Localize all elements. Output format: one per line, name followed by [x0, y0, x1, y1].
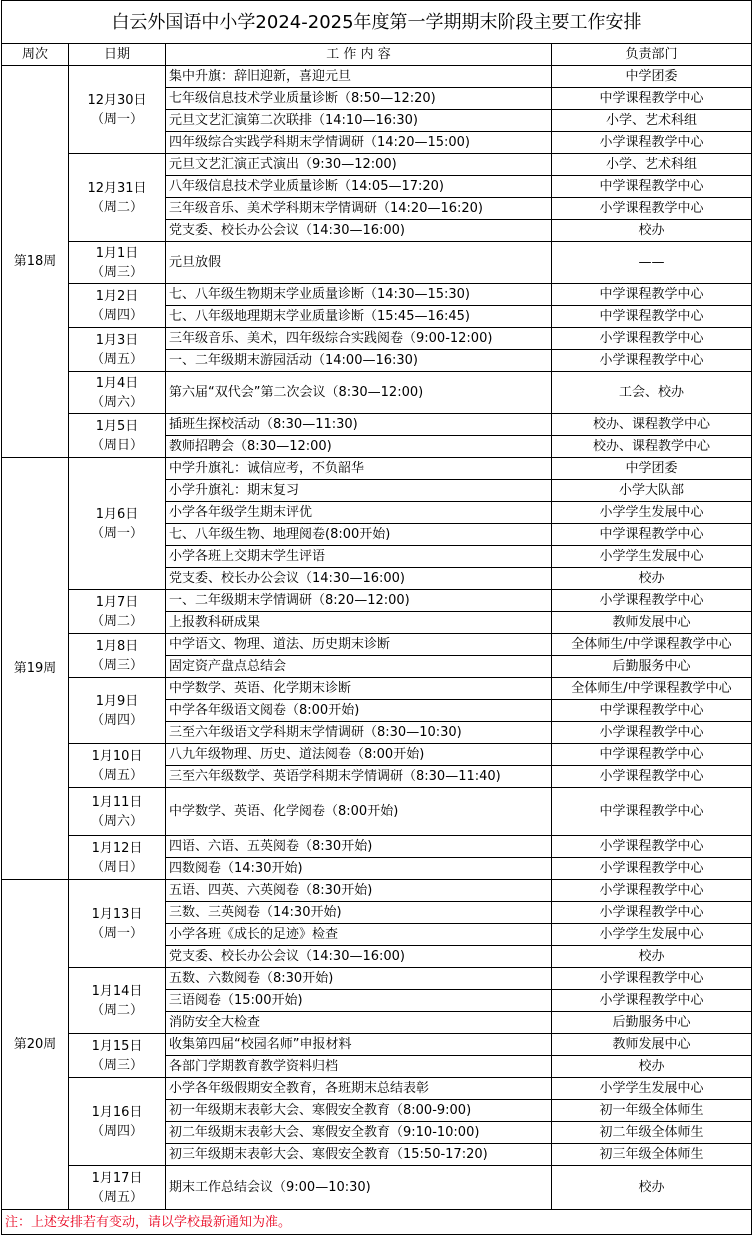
date-cell [69, 678, 166, 744]
table-row [2, 154, 752, 176]
task-cell: 小学各班《成长的足迹》检查 [166, 924, 552, 946]
table-row [2, 458, 752, 480]
weekday-label: （周二） [90, 199, 143, 215]
department-cell: 小学学生发展中心 [552, 546, 752, 568]
task-cell: 中学升旗礼：诚信应考，不负韶华 [166, 458, 552, 480]
task-cell: 中学数学、英语、化学阅卷（8:00开始) [166, 788, 552, 836]
table-row [2, 634, 752, 656]
header-date: 日期 [69, 44, 166, 66]
task-cell: 八九年级物理、历史、道法阅卷（8:00开始) [166, 744, 552, 766]
task-cell: 初二年级期末表彰大会、寒假安全教育（9:10-10:00) [166, 1122, 552, 1144]
weekday-label: （周日） [90, 859, 143, 875]
task-cell: 三年级音乐、美术学科期末学情调研（14:20—16:20) [166, 198, 552, 220]
task-cell: 七、八年级生物期末学业质量诊断（14:30—15:30) [166, 284, 552, 306]
date-label: 1月16日 [91, 1104, 143, 1120]
task-cell: 初三年级期末表彰大会、寒假安全教育（15:50-17:20) [166, 1144, 552, 1166]
table-row [2, 1078, 752, 1100]
department-cell: 小学课程教学中心 [552, 132, 752, 154]
task-cell: 元旦放假 [166, 242, 552, 284]
date-cell [69, 880, 166, 968]
department-cell: 中学课程教学中心 [552, 176, 752, 198]
department-cell: 校办 [552, 220, 752, 242]
department-cell: 后勤服务中心 [552, 1012, 752, 1034]
task-cell: 党支委、校长办公会议（14:30—16:00) [166, 946, 552, 968]
table-row [2, 66, 752, 88]
department-cell: 工会、校办 [552, 372, 752, 414]
task-cell: 七、八年级生物、地理阅卷(8:00开始) [166, 524, 552, 546]
date-cell [69, 66, 166, 154]
weekday-label: （周四） [90, 712, 143, 728]
task-cell: 三语阅卷（15:00开始) [166, 990, 552, 1012]
task-cell: 中学数学、英语、化学期末诊断 [166, 678, 552, 700]
weekday-label: （周六） [90, 394, 143, 410]
weekday-label: （周二） [90, 1002, 143, 1018]
weekday-label: （周四） [90, 1123, 143, 1139]
department-cell: 小学学生发展中心 [552, 1078, 752, 1100]
date-cell [69, 1078, 166, 1166]
date-label: 1月3日 [95, 332, 139, 348]
table-row [2, 372, 752, 414]
table-row [2, 1034, 752, 1056]
date-label: 1月13日 [91, 906, 143, 922]
date-cell [69, 458, 166, 590]
task-cell: 集中升旗：辞旧迎新，喜迎元旦 [166, 66, 552, 88]
task-cell: 一、二年级期末游园活动（14:00—16:30) [166, 350, 552, 372]
department-cell: 教师发展中心 [552, 1034, 752, 1056]
date-label: 1月2日 [95, 288, 139, 304]
weekday-label: （周六） [90, 813, 143, 829]
date-label: 1月14日 [91, 983, 143, 999]
department-cell: 小学学生发展中心 [552, 502, 752, 524]
task-cell: 上报教科研成果 [166, 612, 552, 634]
department-cell: 小学课程教学中心 [552, 766, 752, 788]
weekday-label: （周五） [90, 351, 143, 367]
task-cell: 教师招聘会（8:30—12:00) [166, 436, 552, 458]
task-cell: 党支委、校长办公会议（14:30—16:00) [166, 568, 552, 590]
task-cell: 一、二年级期末学情调研（8:20—12:00) [166, 590, 552, 612]
department-cell: 校办 [552, 568, 752, 590]
task-cell: 八年级信息技术学业质量诊断（14:05—17:20) [166, 176, 552, 198]
department-cell: —— [552, 242, 752, 284]
task-cell: 小学各年级假期安全教育，各班期末总结表彰 [166, 1078, 552, 1100]
week-label: 第18周 [2, 66, 69, 458]
page-title: 白云外国语中小学2024-2025年度第一学期期末阶段主要工作安排 [2, 1, 752, 44]
table-row [2, 880, 752, 902]
department-cell: 校办 [552, 1166, 752, 1210]
task-cell: 党支委、校长办公会议（14:30—16:00) [166, 220, 552, 242]
task-cell: 四语、六语、五英阅卷（8:30开始) [166, 836, 552, 858]
task-cell: 小学升旗礼：期末复习 [166, 480, 552, 502]
task-cell: 元旦文艺汇演正式演出（9:30—12:00) [166, 154, 552, 176]
date-cell [69, 968, 166, 1034]
task-cell: 消防安全大检查 [166, 1012, 552, 1034]
weekday-label: （周三） [90, 1057, 143, 1073]
date-cell [69, 788, 166, 836]
weekday-label: （周五） [90, 767, 143, 783]
task-cell: 固定资产盘点总结会 [166, 656, 552, 678]
task-cell: 四数阅卷（14:30开始) [166, 858, 552, 880]
task-cell: 各部门学期教育教学资料归档 [166, 1056, 552, 1078]
department-cell: 中学团委 [552, 458, 752, 480]
date-label: 12月31日 [87, 180, 147, 196]
table-row [2, 744, 752, 766]
task-cell: 三至六年级语文学科期末学情调研（8:30—10:30) [166, 722, 552, 744]
department-cell: 全体师生/中学课程教学中心 [552, 678, 752, 700]
department-cell: 校办、课程教学中心 [552, 414, 752, 436]
department-cell: 中学课程教学中心 [552, 524, 752, 546]
department-cell: 中学课程教学中心 [552, 788, 752, 836]
task-cell: 中学语文、物理、道法、历史期末诊断 [166, 634, 552, 656]
weekday-label: （周三） [90, 264, 143, 280]
date-label: 1月8日 [95, 638, 139, 654]
weekday-label: （周日） [90, 437, 143, 453]
header-task: 工 作 内 容 [166, 44, 552, 66]
table-row [2, 836, 752, 858]
date-label: 1月9日 [95, 693, 139, 709]
date-label: 1月4日 [95, 375, 139, 391]
task-cell: 中学各年级语文阅卷（8:00开始) [166, 700, 552, 722]
department-cell: 中学课程教学中心 [552, 700, 752, 722]
date-cell [69, 414, 166, 458]
department-cell: 小学课程教学中心 [552, 836, 752, 858]
weekday-label: （周四） [90, 307, 143, 323]
table-row [2, 1166, 752, 1210]
department-cell: 中学课程教学中心 [552, 306, 752, 328]
weekday-label: （周五） [90, 1189, 143, 1205]
department-cell: 初一年级全体师生 [552, 1100, 752, 1122]
task-cell: 第六届“双代会”第二次会议（8:30—12:00) [166, 372, 552, 414]
date-label: 1月15日 [91, 1038, 143, 1054]
department-cell: 小学课程教学中心 [552, 968, 752, 990]
date-label: 1月12日 [91, 840, 143, 856]
date-cell [69, 634, 166, 678]
task-cell: 初一年级期末表彰大会、寒假安全教育（8:00-9:00) [166, 1100, 552, 1122]
department-cell: 小学、艺术科组 [552, 154, 752, 176]
date-label: 1月10日 [91, 748, 143, 764]
department-cell: 小学课程教学中心 [552, 990, 752, 1012]
date-label: 12月30日 [87, 92, 147, 108]
header-week: 周次 [2, 44, 69, 66]
weekday-label: （周一） [90, 111, 143, 127]
table-row [2, 284, 752, 306]
date-label: 1月6日 [95, 506, 139, 522]
weekday-label: （周一） [90, 525, 143, 541]
date-label: 1月17日 [91, 1170, 143, 1186]
department-cell: 小学、艺术科组 [552, 110, 752, 132]
department-cell: 校办 [552, 946, 752, 968]
schedule-table [1, 0, 752, 1235]
department-cell: 小学课程教学中心 [552, 722, 752, 744]
date-cell [69, 372, 166, 414]
table-row [2, 414, 752, 436]
weekday-label: （周三） [90, 657, 143, 673]
date-cell [69, 284, 166, 328]
date-cell [69, 590, 166, 634]
date-label: 1月11日 [91, 794, 143, 810]
department-cell: 小学课程教学中心 [552, 198, 752, 220]
weekday-label: （周二） [90, 613, 143, 629]
date-label: 1月7日 [95, 594, 139, 610]
table-row [2, 328, 752, 350]
task-cell: 期末工作总结会议（9:00—10:30) [166, 1166, 552, 1210]
department-cell: 校办、课程教学中心 [552, 436, 752, 458]
table-row [2, 788, 752, 836]
date-cell [69, 1034, 166, 1078]
task-cell: 五数、六数阅卷（8:30开始) [166, 968, 552, 990]
department-cell: 全体师生/中学课程教学中心 [552, 634, 752, 656]
department-cell: 小学课程教学中心 [552, 858, 752, 880]
week-label: 第20周 [2, 880, 69, 1210]
date-cell [69, 836, 166, 880]
task-cell: 三数、三英阅卷（14:30开始) [166, 902, 552, 924]
task-cell: 收集第四届“校园名师”申报材料 [166, 1034, 552, 1056]
department-cell: 小学课程教学中心 [552, 590, 752, 612]
table-row [2, 590, 752, 612]
date-label: 1月1日 [95, 245, 139, 261]
department-cell: 初三年级全体师生 [552, 1144, 752, 1166]
date-cell [69, 242, 166, 284]
task-cell: 七年级信息技术学业质量诊断（8:50—12:20) [166, 88, 552, 110]
department-cell: 小学课程教学中心 [552, 902, 752, 924]
department-cell: 小学课程教学中心 [552, 880, 752, 902]
department-cell: 初二年级全体师生 [552, 1122, 752, 1144]
table-row [2, 968, 752, 990]
department-cell: 中学课程教学中心 [552, 88, 752, 110]
department-cell: 小学课程教学中心 [552, 350, 752, 372]
header-dept: 负责部门 [552, 44, 752, 66]
date-cell [69, 1166, 166, 1210]
department-cell: 教师发展中心 [552, 612, 752, 634]
date-cell [69, 154, 166, 242]
footer-note: 注：上述安排若有变动，请以学校最新通知为准。 [2, 1210, 752, 1235]
department-cell: 校办 [552, 1056, 752, 1078]
date-cell [69, 328, 166, 372]
task-cell: 小学各班上交期末学生评语 [166, 546, 552, 568]
task-cell: 四年级综合实践学科期末学情调研（14:20—15:00) [166, 132, 552, 154]
task-cell: 三年级音乐、美术，四年级综合实践阅卷（9:00-12:00) [166, 328, 552, 350]
department-cell: 小学大队部 [552, 480, 752, 502]
task-cell: 小学各年级学生期末评优 [166, 502, 552, 524]
task-cell: 元旦文艺汇演第二次联排（14:10—16:30) [166, 110, 552, 132]
task-cell: 七、八年级地理期末学业质量诊断（15:45—16:45) [166, 306, 552, 328]
task-cell: 五语、四英、六英阅卷（8:30开始) [166, 880, 552, 902]
department-cell: 小学课程教学中心 [552, 328, 752, 350]
department-cell: 中学团委 [552, 66, 752, 88]
task-cell: 插班生探校活动（8:30—11:30) [166, 414, 552, 436]
week-label: 第19周 [2, 458, 69, 880]
department-cell: 中学课程教学中心 [552, 744, 752, 766]
table-row [2, 242, 752, 284]
date-cell [69, 744, 166, 788]
department-cell: 后勤服务中心 [552, 656, 752, 678]
department-cell: 中学课程教学中心 [552, 284, 752, 306]
date-label: 1月5日 [95, 418, 139, 434]
weekday-label: （周一） [90, 925, 143, 941]
table-row [2, 678, 752, 700]
task-cell: 三至六年级数学、英语学科期末学情调研（8:30—11:40) [166, 766, 552, 788]
department-cell: 小学学生发展中心 [552, 924, 752, 946]
